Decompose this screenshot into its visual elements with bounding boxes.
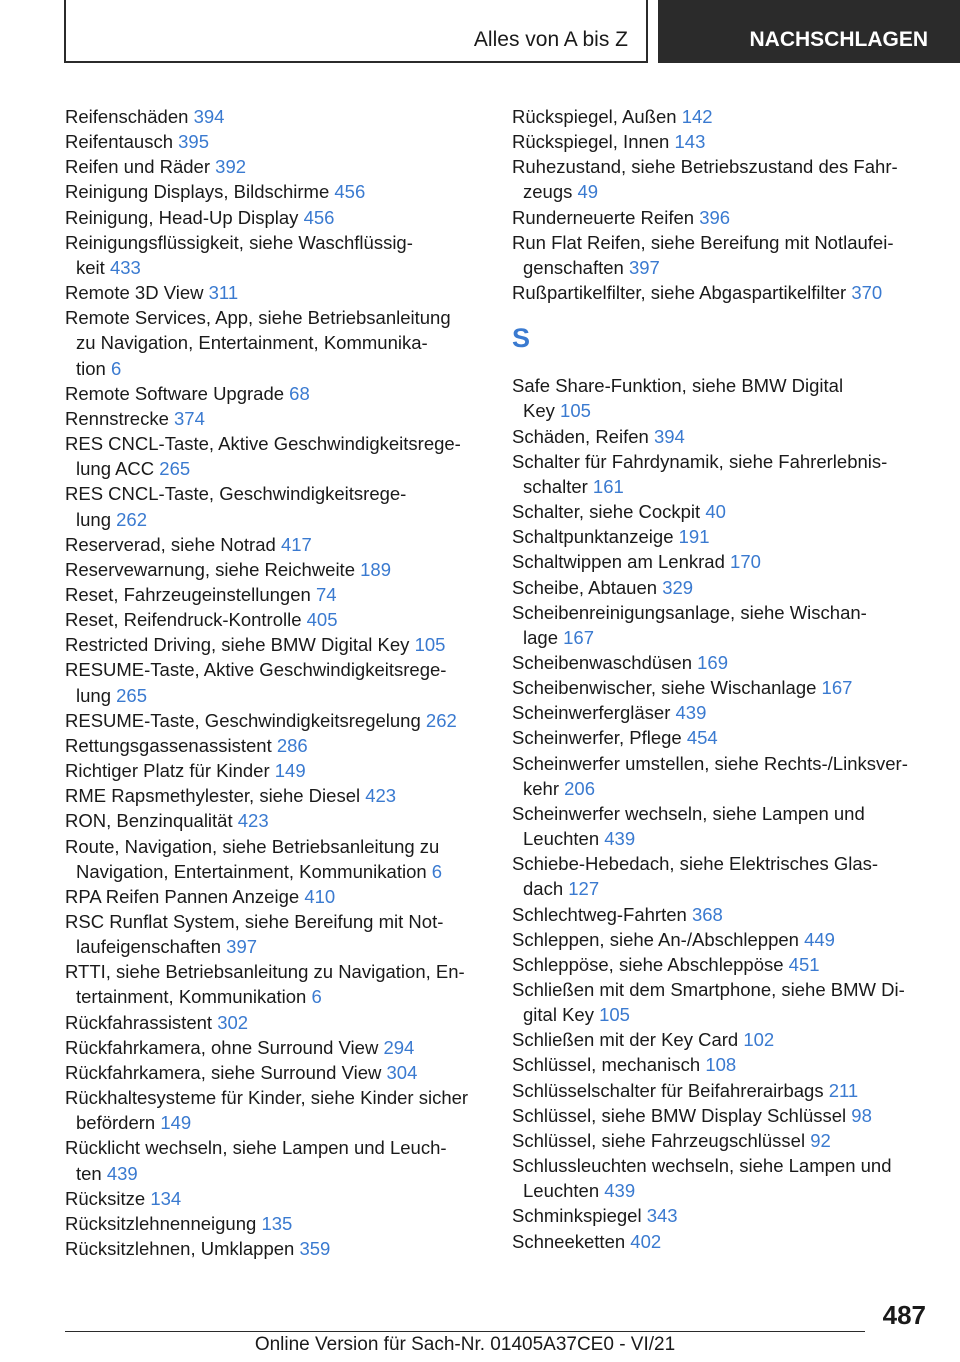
index-entry (512, 424, 932, 449)
page-reference-link[interactable]: 74 (315, 583, 337, 605)
page-reference-link[interactable]: 189 (360, 558, 391, 580)
index-entry-text: Leuchten (523, 828, 600, 850)
index-entry-text: Rücksitze (65, 1187, 146, 1209)
index-entry-text: Schaltpunktanzeige (512, 526, 674, 548)
index-entry (65, 381, 485, 406)
page-reference-link[interactable]: 286 (276, 734, 308, 756)
index-entry (65, 280, 485, 305)
index-entry-text: Scheinwerfergläser (512, 702, 671, 724)
index-entry (512, 373, 932, 423)
index-entry-text: RON, Benzinqualität (65, 810, 233, 832)
index-entry-text: zu Navigation, Entertainment, Kommunika- (76, 332, 428, 354)
index-entry-text: schalter (523, 475, 588, 497)
page-reference-link[interactable]: 294 (383, 1036, 415, 1058)
index-entry (512, 1128, 932, 1153)
index-entry-text: laufeigenschaften (76, 936, 222, 958)
page-reference-link[interactable]: 439 (675, 702, 707, 724)
index-entry-text: RESUME-Taste, Aktive Geschwindigkeitsrege- (65, 659, 447, 681)
index-entry (65, 1060, 485, 1085)
index-entry (512, 230, 932, 280)
index-entry-text: Schäden, Reifen (512, 425, 649, 447)
page-reference-link[interactable]: 439 (604, 1180, 636, 1202)
page-reference-link[interactable]: 439 (604, 828, 636, 850)
index-entry-text: Key (523, 400, 555, 422)
index-entry-text: Reset, Fahrzeugeinstellungen (65, 583, 311, 605)
page-reference-link[interactable]: 143 (674, 131, 706, 153)
index-entry (512, 927, 932, 952)
index-entry-text: Remote Services, App, siehe Betriebsanleitung (65, 307, 451, 329)
index-entry-text: lung (76, 508, 111, 530)
index-entry-text: lung ACC (76, 458, 155, 480)
index-entry (512, 700, 932, 725)
index-entry (65, 431, 485, 481)
page-reference-link[interactable]: 169 (697, 651, 729, 673)
page-reference-link[interactable]: 368 (691, 903, 723, 925)
page-reference-link[interactable]: 304 (386, 1061, 418, 1083)
index-entry-text: Schleppöse, siehe Abschleppöse (512, 953, 784, 975)
page-reference-link[interactable]: 451 (788, 953, 820, 975)
index-entry (512, 600, 932, 650)
index-entry (512, 1027, 932, 1052)
index-entry (512, 499, 932, 524)
index-entry-text: RME Rapsmethylester, siehe Diesel (65, 785, 361, 807)
page-reference-link[interactable]: 397 (226, 936, 258, 958)
index-entry-text: Scheinwerfer wechseln, siehe Lampen und (512, 802, 865, 824)
index-entry (65, 758, 485, 783)
index-entry-text: Safe Share-Funktion, siehe BMW Digital (512, 375, 844, 397)
index-entry-text: dach (523, 878, 564, 900)
index-entry-text: gital Key (523, 1004, 594, 1026)
index-entry (65, 1236, 485, 1261)
index-entry (512, 851, 932, 901)
page-reference-link[interactable]: 394 (193, 106, 225, 127)
index-group-s (512, 373, 932, 1253)
index-entry-text: Schlüssel, siehe Fahrzeugschlüssel (512, 1129, 806, 1151)
header-chapter-box (658, 0, 960, 63)
index-entry (65, 884, 485, 909)
page-reference-link[interactable]: 395 (178, 131, 209, 153)
index-entry-text: kehr (523, 777, 559, 799)
index-entry-text: Scheinwerfer umstellen, siehe Rechts-/Linksver- (512, 752, 908, 774)
index-entry-text: RESUME-Taste, Geschwindigkeitsregelung (65, 709, 421, 731)
index-entry-text: keit (76, 256, 105, 278)
page-reference-link[interactable]: 167 (563, 626, 594, 648)
index-entry-text: Schlüssel, siehe BMW Display Schlüssel (512, 1104, 847, 1126)
index-entry-text: Rückspiegel, Außen (512, 106, 677, 127)
index-entry (65, 657, 485, 707)
index-entry-text: Rückfahrkamera, siehe Surround View (65, 1061, 382, 1083)
index-entry (512, 725, 932, 750)
index-entry-text: RPA Reifen Pannen Anzeige (65, 885, 300, 907)
index-entry-text: Rückspiegel, Innen (512, 131, 670, 153)
index-entry (512, 675, 932, 700)
index-entry-text: Reset, Reifendruck-Kontrolle (65, 609, 302, 631)
page-reference-link[interactable]: 370 (851, 282, 883, 304)
index-entry (512, 129, 932, 154)
index-group-r (512, 104, 932, 305)
index-entry-text: Rückfahrassistent (65, 1011, 213, 1033)
index-entry-text: Navigation, Entertainment, Kommunikation (76, 860, 427, 882)
index-entry (65, 1085, 485, 1135)
page-reference-link[interactable]: 149 (160, 1112, 192, 1134)
index-entry (65, 129, 485, 154)
index-entry (65, 959, 485, 1009)
index-entry-text: RTTI, siehe Betriebsanleitung zu Navigation, En- (65, 961, 465, 983)
page-reference-link[interactable]: 49 (577, 181, 599, 203)
index-entry (512, 1103, 932, 1128)
footer-divider (65, 1331, 865, 1332)
index-entry-text: Schlüsselschalter für Beifahrerairbags (512, 1079, 824, 1101)
index-entry (512, 1078, 932, 1103)
index-entry (65, 230, 485, 280)
index-entry (512, 1229, 932, 1254)
page-reference-link[interactable]: 170 (730, 551, 761, 573)
page-reference-link[interactable]: 449 (804, 928, 835, 950)
index-entry (65, 532, 485, 557)
index-entry (65, 1211, 485, 1236)
header-section-title: Alles von A bis Z (473, 28, 628, 51)
index-entry (512, 575, 932, 600)
page-number: 487 (882, 1300, 926, 1330)
page-reference-link[interactable]: 402 (630, 1230, 662, 1252)
index-entry (512, 524, 932, 549)
index-entry (512, 280, 932, 305)
page-reference-link[interactable]: 302 (217, 1011, 249, 1033)
index-entry-text: Scheinwerfer, Pflege (512, 727, 682, 749)
page-reference-link[interactable]: 265 (116, 684, 147, 706)
page-reference-link[interactable]: 454 (686, 727, 718, 749)
page-reference-link[interactable]: 92 (810, 1129, 831, 1151)
index-entry-text: RES CNCL-Taste, Geschwindigkeitsrege- (65, 483, 407, 505)
index-entry-text: Reinigung, Head-Up Display (65, 206, 299, 228)
index-entry (512, 449, 932, 499)
page-reference-link[interactable]: 262 (425, 709, 457, 731)
page-reference-link[interactable]: 343 (646, 1205, 678, 1227)
index-entry-text: tertainment, Kommunikation (76, 986, 307, 1008)
page-reference-link[interactable]: 329 (662, 576, 694, 598)
index-entry-text: Scheibe, Abtauen (512, 576, 658, 598)
page-reference-link[interactable]: 68 (289, 382, 310, 404)
index-entry-text: Schließen mit der Key Card (512, 1029, 739, 1051)
page-reference-link[interactable]: 108 (705, 1054, 737, 1076)
page-reference-link[interactable]: 191 (678, 526, 710, 548)
page-reference-link[interactable]: 262 (116, 508, 147, 530)
page-reference-link[interactable]: 134 (150, 1187, 182, 1209)
index-entry-text: Schalter, siehe Cockpit (512, 501, 701, 523)
page-reference-link[interactable]: 167 (821, 677, 853, 699)
index-entry-text: Richtiger Platz für Kinder (65, 760, 270, 782)
index-entry (65, 1186, 485, 1211)
index-entry-text: Reinigungsflüssigkeit, siehe Waschflüssig- (65, 231, 413, 253)
index-entry (65, 154, 485, 179)
index-entry (512, 1153, 932, 1203)
index-entry (65, 808, 485, 833)
index-entry-text: lung (76, 684, 111, 706)
index-entry (512, 549, 932, 574)
index-entry (512, 1203, 932, 1228)
index-entry (65, 1035, 485, 1060)
index-entry-text: Reifen und Räder (65, 156, 211, 178)
index-entry (512, 650, 932, 675)
index-entry (65, 582, 485, 607)
page-reference-link[interactable]: 6 (431, 860, 443, 882)
page-reference-link[interactable]: 105 (414, 634, 446, 656)
index-entry-text: ten (76, 1162, 102, 1184)
page-reference-link[interactable]: 423 (365, 785, 397, 807)
page-reference-link[interactable]: 374 (174, 407, 205, 429)
index-entry-text: Restricted Driving, siehe BMW Digital Key (65, 634, 410, 656)
page-reference-link[interactable]: 397 (628, 256, 660, 278)
page-reference-link[interactable]: 127 (568, 878, 600, 900)
index-entry-text: lage (523, 626, 558, 648)
index-entry (65, 205, 485, 230)
header-chapter-title: NACHSCHLAGEN (749, 28, 928, 51)
index-entry-text: Rückhaltesysteme für Kinder, siehe Kinder sicher (65, 1087, 469, 1109)
page-reference-link[interactable]: 392 (215, 156, 247, 178)
page-reference-link[interactable]: 456 (334, 181, 366, 203)
index-entry-text: Schleppen, siehe An-/Abschleppen (512, 928, 799, 950)
index-entry (65, 1010, 485, 1035)
index-entry (512, 801, 932, 851)
page-reference-link[interactable]: 456 (303, 206, 335, 228)
page-reference-link[interactable]: 98 (851, 1104, 872, 1126)
page-reference-link[interactable]: 439 (106, 1162, 138, 1184)
page-reference-link[interactable]: 102 (743, 1029, 775, 1051)
index-entry-text: Scheibenwischer, siehe Wischanlage (512, 677, 817, 699)
index-entry-text: Reserverad, siehe Notrad (65, 533, 276, 555)
page-reference-link[interactable]: 6 (110, 357, 122, 379)
page-reference-link[interactable]: 265 (159, 458, 191, 480)
page-reference-link[interactable]: 423 (237, 810, 269, 832)
index-entry (65, 783, 485, 808)
index-entry (65, 557, 485, 582)
index-entry-text: Remote 3D View (65, 282, 204, 304)
index-entry-text: Rücklicht wechseln, siehe Lampen und Leuch- (65, 1137, 447, 1159)
index-entry-text: Reservewarnung, siehe Reichweite (65, 558, 355, 580)
page-reference-link[interactable]: 6 (311, 986, 322, 1008)
index-entry-text: Reifenschäden (65, 106, 189, 127)
index-entry (512, 952, 932, 977)
index-entry-text: Schlechtweg-Fahrten (512, 903, 687, 925)
index-entry-text: Schaltwippen am Lenkrad (512, 551, 725, 573)
index-entry (65, 406, 485, 431)
index-entry (512, 154, 932, 204)
page-reference-link[interactable]: 417 (280, 533, 312, 555)
index-entry-text: Schneeketten (512, 1230, 626, 1252)
index-entry-text: Rücksitzlehnen, Umklappen (65, 1238, 295, 1260)
index-entry (65, 909, 485, 959)
page-reference-link[interactable]: 394 (653, 425, 685, 447)
page-reference-link[interactable]: 206 (564, 777, 596, 799)
index-entry (65, 104, 485, 129)
index-entry-text: Schminkspiegel (512, 1205, 642, 1227)
index-entry-text: Scheibenwaschdüsen (512, 651, 692, 673)
index-entry (65, 305, 485, 380)
index-entry-text: Rußpartikelfilter, siehe Abgaspartikelfilter (512, 282, 847, 304)
letter-heading-s: S (512, 323, 531, 354)
page-reference-link[interactable]: 405 (306, 609, 338, 631)
index-entry (512, 104, 932, 129)
page-reference-link[interactable]: 149 (274, 760, 306, 782)
index-entry-text: Remote Software Upgrade (65, 382, 285, 404)
header-section-box (64, 0, 648, 63)
index-entry-text: befördern (76, 1112, 156, 1134)
index-entry (65, 834, 485, 884)
index-entry-text: Schließen mit dem Smartphone, siehe BMW Di- (512, 979, 905, 1000)
page-reference-link[interactable]: 311 (208, 282, 239, 304)
index-entry-text: Reinigung Displays, Bildschirme (65, 181, 330, 203)
index-entry-text: Rettungsgassenassistent (65, 734, 272, 756)
page-reference-link[interactable]: 142 (681, 106, 713, 127)
index-entry-text: zeugs (523, 181, 573, 203)
index-entry-text: Rücksitzlehnenneigung (65, 1212, 257, 1234)
index-column-left (65, 104, 485, 1261)
index-entry (65, 481, 485, 531)
index-entry (512, 1052, 932, 1077)
index-entry (512, 205, 932, 230)
index-entry-text: Run Flat Reifen, siehe Bereifung mit Notlaufei- (512, 231, 894, 253)
index-entry (512, 977, 932, 1027)
page-reference-link[interactable]: 211 (828, 1079, 859, 1101)
index-entry-text: RES CNCL-Taste, Aktive Geschwindigkeitsrege- (65, 433, 461, 455)
index-entry-text: RSC Runflat System, siehe Bereifung mit Not- (65, 911, 444, 932)
index-entry-text: Schalter für Fahrdynamik, siehe Fahrerlebnis- (512, 450, 888, 472)
index-entry-text: genschaften (523, 256, 624, 278)
index-entry-text: Leuchten (523, 1180, 600, 1202)
page-reference-link[interactable]: 105 (560, 400, 591, 422)
index-entry (65, 179, 485, 204)
page-reference-link[interactable]: 40 (705, 501, 726, 523)
index-column-right (512, 104, 932, 1254)
page-reference-link[interactable]: 161 (592, 475, 624, 497)
index-entry (65, 708, 485, 733)
index-entry-text: Ruhezustand, siehe Betriebszustand des Fahr- (512, 156, 898, 178)
page-reference-link[interactable]: 105 (599, 1004, 630, 1026)
index-entry-text: Schiebe-Hebedach, siehe Elektrisches Glas- (512, 853, 879, 875)
index-entry-text: tion (76, 357, 106, 379)
page-reference-link[interactable]: 396 (699, 206, 731, 228)
page-reference-link[interactable]: 433 (109, 256, 141, 278)
page-reference-link[interactable]: 135 (261, 1212, 293, 1234)
footer-text: Online Version für Sach-Nr. 01405A37CE0 - VI/21 (254, 1334, 676, 1355)
index-entry-text: Rennstrecke (65, 407, 169, 429)
index-entry (512, 751, 932, 801)
index-entry-text: Schlüssel, mechanisch (512, 1054, 701, 1076)
index-entry (65, 733, 485, 758)
index-entry-text: Route, Navigation, siehe Betriebsanleitung zu (65, 835, 440, 857)
index-entry-text: Schlussleuchten wechseln, siehe Lampen und (512, 1155, 892, 1177)
index-entry-text: Scheibenreinigungsanlage, siehe Wischan- (512, 601, 867, 623)
index-entry-text: Reifentausch (65, 131, 173, 153)
page-reference-link[interactable]: 359 (299, 1238, 331, 1260)
index-entry (65, 632, 485, 657)
index-entry (65, 607, 485, 632)
index-entry-text: Rückfahrkamera, ohne Surround View (65, 1036, 379, 1058)
index-entry (65, 1135, 485, 1185)
index-entry-text: Runderneuerte Reifen (512, 206, 695, 228)
page-reference-link[interactable]: 410 (304, 885, 336, 907)
index-entry (512, 902, 932, 927)
